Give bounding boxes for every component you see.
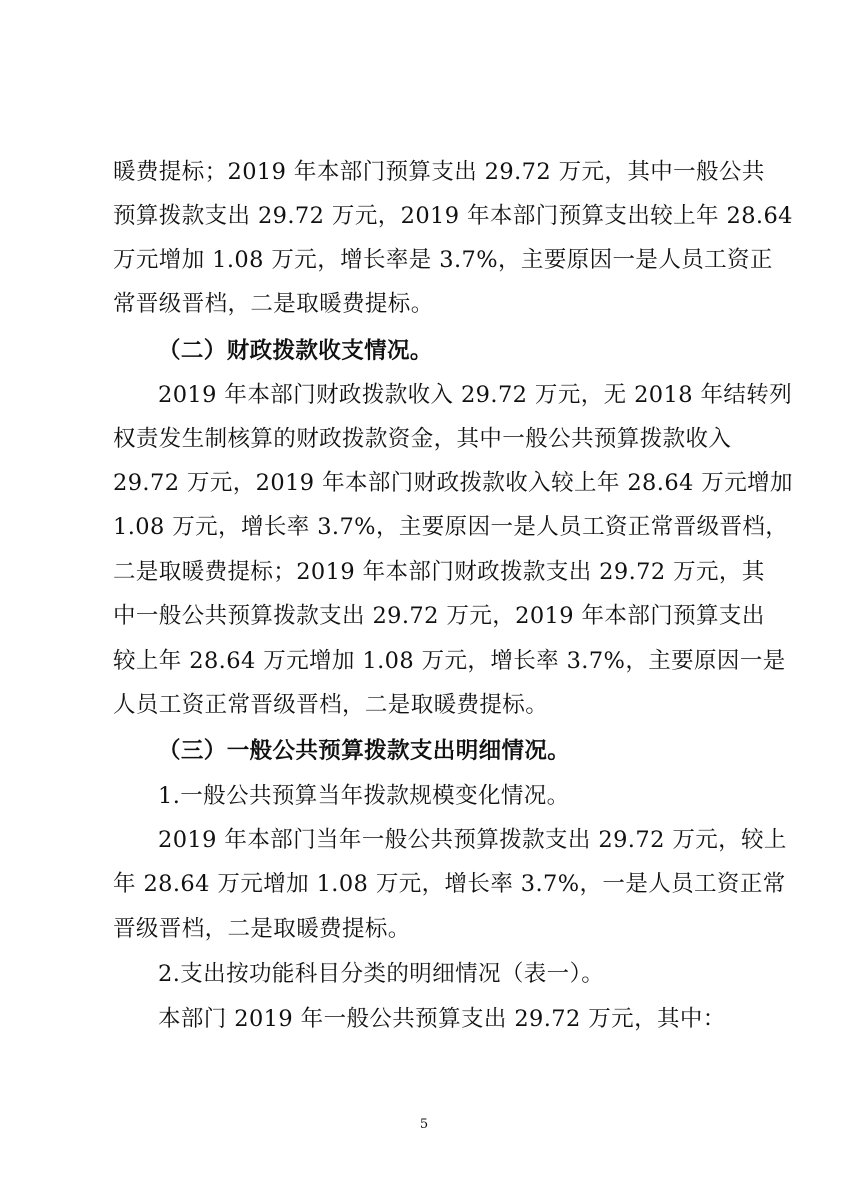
body-text-line: 暖费提标；2019 年本部门预算支出 29.72 万元，其中一般公共 bbox=[113, 159, 765, 185]
page-number: 5 bbox=[419, 1117, 429, 1132]
section-heading: （二）财政拨款收支情况。 bbox=[158, 338, 433, 364]
section-heading: （三）一般公共预算拨款支出明细情况。 bbox=[158, 738, 571, 764]
body-text-line: 权责发生制核算的财政拨款资金，其中一般公共预算拨款收入 bbox=[113, 426, 732, 452]
subsection-heading: 1.一般公共预算当年拨款规模变化情况。 bbox=[158, 783, 570, 809]
body-text-line: 预算拨款支出 29.72 万元，2019 年本部门预算支出较上年 28.64 bbox=[113, 203, 793, 229]
body-text-line: 中一般公共预算拨款支出 29.72 万元，2019 年本部门预算支出 bbox=[113, 603, 765, 629]
body-text-line: 29.72 万元，2019 年本部门财政拨款收入较上年 28.64 万元增加 bbox=[113, 470, 793, 496]
subsection-heading: 2.支出按功能科目分类的明细情况（表一）。 bbox=[158, 961, 605, 987]
body-text-line: 人员工资正常晋级晋档，二是取暖费提标。 bbox=[113, 692, 549, 718]
body-text-line: 2019 年本部门财政拨款收入 29.72 万元，无 2018 年结转列 bbox=[158, 382, 793, 408]
body-text-line: 较上年 28.64 万元增加 1.08 万元，增长率 3.7%，主要原因一是 bbox=[113, 648, 786, 674]
body-text-line: 年 28.64 万元增加 1.08 万元，增长率 3.7%，一是人员工资正常 bbox=[113, 871, 786, 897]
body-text-line: 万元增加 1.08 万元，增长率是 3.7%，主要原因一是人员工资正 bbox=[113, 247, 773, 273]
body-text-line: 2019 年本部门当年一般公共预算拨款支出 29.72 万元，较上 bbox=[158, 827, 787, 853]
body-text-line: 二是取暖费提标；2019 年本部门财政拨款支出 29.72 万元，其 bbox=[113, 559, 765, 585]
body-text-line: 本部门 2019 年一般公共预算支出 29.72 万元，其中： bbox=[158, 1006, 726, 1032]
body-text-line: 晋级晋档，二是取暖费提标。 bbox=[113, 916, 411, 942]
body-text-line: 1.08 万元，增长率 3.7%，主要原因一是人员工资正常晋级晋档， bbox=[113, 514, 789, 540]
body-text-line: 常晋级晋档，二是取暖费提标。 bbox=[113, 291, 434, 317]
